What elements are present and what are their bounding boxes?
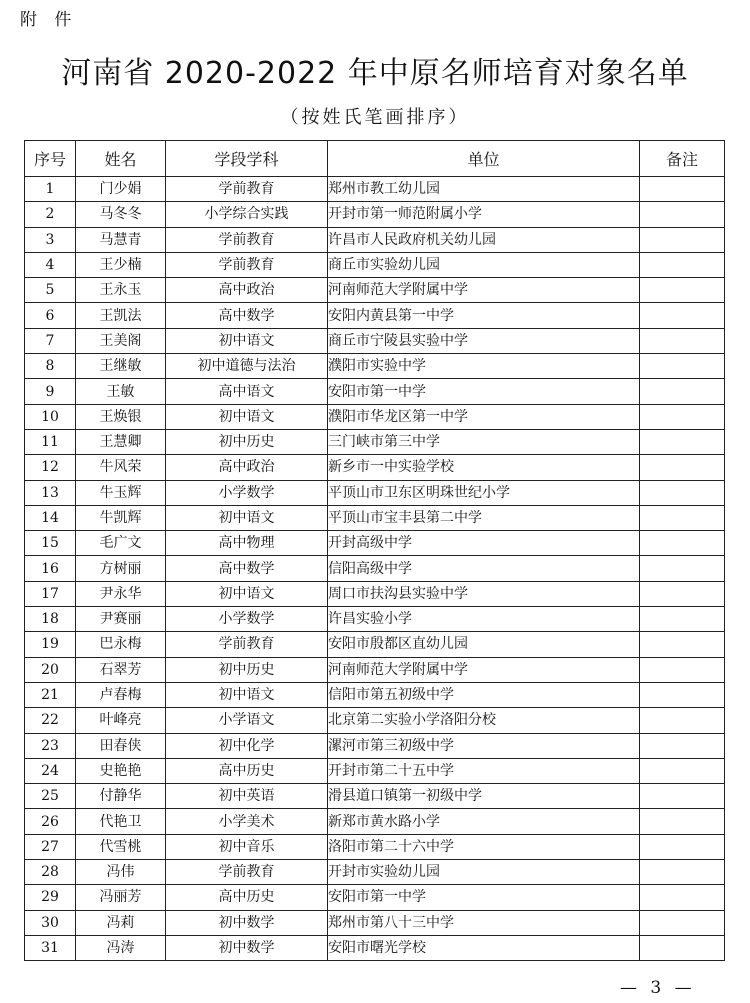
cell-note <box>640 227 725 252</box>
cell-name: 史艳艳 <box>76 758 166 783</box>
cell-subject: 初中语文 <box>166 682 328 707</box>
cell-unit: 北京第二实验小学洛阳分校 <box>328 708 640 733</box>
cell-name: 王继敏 <box>76 354 166 379</box>
table-row <box>25 455 725 480</box>
table-row <box>25 556 725 581</box>
cell-subject: 初中英语 <box>166 784 328 809</box>
cell-no: 9 <box>25 379 76 404</box>
cell-subject: 初中语文 <box>166 404 328 429</box>
cell-no: 12 <box>25 455 76 480</box>
cell-no: 25 <box>25 784 76 809</box>
cell-note <box>640 480 725 505</box>
cell-no: 26 <box>25 809 76 834</box>
cell-name: 王敏 <box>76 379 166 404</box>
table-row <box>25 328 725 353</box>
cell-note <box>640 834 725 859</box>
table-row <box>25 404 725 429</box>
cell-no: 1 <box>25 177 76 202</box>
cell-unit: 安阳市第一中学 <box>328 379 640 404</box>
cell-name: 尹赛丽 <box>76 607 166 632</box>
table-row <box>25 758 725 783</box>
cell-no: 4 <box>25 252 76 277</box>
cell-subject: 初中历史 <box>166 429 328 454</box>
cell-unit: 濮阳市华龙区第一中学 <box>328 404 640 429</box>
cell-unit: 商丘市实验幼儿园 <box>328 252 640 277</box>
cell-name: 王永玉 <box>76 278 166 303</box>
cell-no: 23 <box>25 733 76 758</box>
cell-no: 30 <box>25 910 76 935</box>
cell-no: 7 <box>25 328 76 353</box>
table-row <box>25 607 725 632</box>
cell-note <box>640 556 725 581</box>
header-name: 姓名 <box>76 141 166 177</box>
cell-note <box>640 252 725 277</box>
cell-subject: 高中物理 <box>166 531 328 556</box>
table-row <box>25 505 725 530</box>
table-row <box>25 480 725 505</box>
cell-name: 王凯法 <box>76 303 166 328</box>
page-number: — 3 — <box>620 978 696 998</box>
cell-note <box>640 505 725 530</box>
table-row <box>25 278 725 303</box>
cell-unit: 洛阳市第二十六中学 <box>328 834 640 859</box>
cell-name: 代雪桃 <box>76 834 166 859</box>
cell-subject: 小学数学 <box>166 480 328 505</box>
cell-name: 王少楠 <box>76 252 166 277</box>
table-row <box>25 657 725 682</box>
document-subtitle: （按姓氏笔画排序） <box>280 107 470 128</box>
cell-name: 冯莉 <box>76 910 166 935</box>
attachment-label: 附 件 <box>20 10 78 30</box>
cell-note <box>640 303 725 328</box>
cell-no: 5 <box>25 278 76 303</box>
cell-unit: 商丘市宁陵县实验中学 <box>328 328 640 353</box>
cell-subject: 小学综合实践 <box>166 202 328 227</box>
cell-unit: 河南师范大学附属中学 <box>328 657 640 682</box>
cell-note <box>640 177 725 202</box>
cell-subject: 高中政治 <box>166 278 328 303</box>
table-row <box>25 632 725 657</box>
cell-note <box>640 657 725 682</box>
table-row <box>25 910 725 935</box>
table-row <box>25 935 725 960</box>
cell-no: 19 <box>25 632 76 657</box>
cell-unit: 安阳市曙光学校 <box>328 935 640 960</box>
cell-note <box>640 885 725 910</box>
cell-note <box>640 455 725 480</box>
cell-name: 田春侠 <box>76 733 166 758</box>
cell-note <box>640 581 725 606</box>
cell-unit: 新郑市黄水路小学 <box>328 809 640 834</box>
cell-unit: 开封市第二十五中学 <box>328 758 640 783</box>
cell-note <box>640 328 725 353</box>
cell-name: 叶峰亮 <box>76 708 166 733</box>
cell-subject: 学前教育 <box>166 177 328 202</box>
cell-subject: 学前教育 <box>166 252 328 277</box>
cell-note <box>640 860 725 885</box>
cell-unit: 安阳市第一中学 <box>328 885 640 910</box>
cell-no: 2 <box>25 202 76 227</box>
cell-unit: 平顶山市宝丰县第二中学 <box>328 505 640 530</box>
cell-name: 王美阁 <box>76 328 166 353</box>
table-header-row <box>25 141 725 177</box>
cell-subject: 初中化学 <box>166 733 328 758</box>
cell-unit: 滑县道口镇第一初级中学 <box>328 784 640 809</box>
cell-no: 22 <box>25 708 76 733</box>
table-row <box>25 809 725 834</box>
cell-no: 21 <box>25 682 76 707</box>
cell-note <box>640 733 725 758</box>
cell-name: 冯涛 <box>76 935 166 960</box>
cell-name: 王焕银 <box>76 404 166 429</box>
cell-unit: 郑州市第八十三中学 <box>328 910 640 935</box>
cell-note <box>640 784 725 809</box>
cell-note <box>640 758 725 783</box>
cell-unit: 许昌市人民政府机关幼儿园 <box>328 227 640 252</box>
cell-name: 代艳卫 <box>76 809 166 834</box>
cell-unit: 濮阳市实验中学 <box>328 354 640 379</box>
cell-unit: 三门峡市第三中学 <box>328 429 640 454</box>
cell-name: 尹永华 <box>76 581 166 606</box>
cell-no: 16 <box>25 556 76 581</box>
table-row <box>25 379 725 404</box>
table-row <box>25 860 725 885</box>
cell-subject: 初中数学 <box>166 910 328 935</box>
table-row <box>25 885 725 910</box>
cell-unit: 郑州市教工幼儿园 <box>328 177 640 202</box>
cell-subject: 学前教育 <box>166 632 328 657</box>
cell-note <box>640 935 725 960</box>
cell-name: 马冬冬 <box>76 202 166 227</box>
cell-no: 3 <box>25 227 76 252</box>
cell-unit: 安阳市殷都区直幼儿园 <box>328 632 640 657</box>
table-row <box>25 177 725 202</box>
cell-name: 马慧青 <box>76 227 166 252</box>
cell-name: 卢春梅 <box>76 682 166 707</box>
cell-unit: 周口市扶沟县实验中学 <box>328 581 640 606</box>
cell-no: 27 <box>25 834 76 859</box>
cell-note <box>640 809 725 834</box>
cell-no: 11 <box>25 429 76 454</box>
header-unit: 单位 <box>328 141 640 177</box>
cell-name: 牛玉辉 <box>76 480 166 505</box>
cell-note <box>640 429 725 454</box>
header-subject: 学段学科 <box>166 141 328 177</box>
cell-name: 方树丽 <box>76 556 166 581</box>
cell-no: 28 <box>25 860 76 885</box>
cell-note <box>640 531 725 556</box>
roster-table <box>24 140 725 961</box>
cell-subject: 高中数学 <box>166 556 328 581</box>
cell-no: 8 <box>25 354 76 379</box>
cell-unit: 开封高级中学 <box>328 531 640 556</box>
cell-no: 18 <box>25 607 76 632</box>
cell-no: 20 <box>25 657 76 682</box>
cell-note <box>640 379 725 404</box>
cell-name: 门少娟 <box>76 177 166 202</box>
cell-note <box>640 910 725 935</box>
table-row <box>25 581 725 606</box>
cell-no: 6 <box>25 303 76 328</box>
cell-unit: 安阳内黄县第一中学 <box>328 303 640 328</box>
table-row <box>25 784 725 809</box>
table-row <box>25 708 725 733</box>
cell-subject: 高中历史 <box>166 758 328 783</box>
cell-subject: 学前教育 <box>166 860 328 885</box>
cell-name: 毛广文 <box>76 531 166 556</box>
table-row <box>25 429 725 454</box>
cell-subject: 初中道德与法治 <box>166 354 328 379</box>
cell-name: 付静华 <box>76 784 166 809</box>
cell-no: 14 <box>25 505 76 530</box>
cell-name: 冯丽芳 <box>76 885 166 910</box>
cell-name: 冯伟 <box>76 860 166 885</box>
cell-subject: 初中历史 <box>166 657 328 682</box>
cell-unit: 平顶山市卫东区明珠世纪小学 <box>328 480 640 505</box>
cell-name: 王慧卿 <box>76 429 166 454</box>
cell-no: 17 <box>25 581 76 606</box>
cell-no: 24 <box>25 758 76 783</box>
cell-no: 29 <box>25 885 76 910</box>
cell-unit: 河南师范大学附属中学 <box>328 278 640 303</box>
document-title: 河南省 2020-2022 年中原名师培育对象名单 <box>61 56 689 91</box>
cell-name: 牛风荣 <box>76 455 166 480</box>
cell-unit: 开封市第一师范附属小学 <box>328 202 640 227</box>
cell-subject: 小学语文 <box>166 708 328 733</box>
cell-subject: 初中音乐 <box>166 834 328 859</box>
cell-no: 31 <box>25 935 76 960</box>
table-row <box>25 227 725 252</box>
cell-note <box>640 354 725 379</box>
cell-unit: 许昌实验小学 <box>328 607 640 632</box>
cell-note <box>640 607 725 632</box>
header-no: 序号 <box>25 141 76 177</box>
table-row <box>25 682 725 707</box>
cell-no: 10 <box>25 404 76 429</box>
cell-note <box>640 278 725 303</box>
cell-subject: 初中语文 <box>166 505 328 530</box>
cell-unit: 开封市实验幼儿园 <box>328 860 640 885</box>
cell-note <box>640 682 725 707</box>
cell-note <box>640 202 725 227</box>
table-row <box>25 354 725 379</box>
cell-subject: 高中政治 <box>166 455 328 480</box>
table-body <box>25 177 725 961</box>
cell-subject: 小学美术 <box>166 809 328 834</box>
cell-subject: 初中数学 <box>166 935 328 960</box>
cell-subject: 初中语文 <box>166 581 328 606</box>
cell-subject: 初中语文 <box>166 328 328 353</box>
cell-unit: 漯河市第三初级中学 <box>328 733 640 758</box>
cell-name: 巴永梅 <box>76 632 166 657</box>
cell-subject: 高中历史 <box>166 885 328 910</box>
cell-subject: 小学数学 <box>166 607 328 632</box>
table-row <box>25 733 725 758</box>
cell-note <box>640 404 725 429</box>
table-row <box>25 303 725 328</box>
cell-subject: 学前教育 <box>166 227 328 252</box>
cell-unit: 信阳高级中学 <box>328 556 640 581</box>
cell-note <box>640 632 725 657</box>
cell-subject: 高中语文 <box>166 379 328 404</box>
table-row <box>25 531 725 556</box>
cell-name: 牛凯辉 <box>76 505 166 530</box>
cell-name: 石翠芳 <box>76 657 166 682</box>
table-row <box>25 202 725 227</box>
cell-note <box>640 708 725 733</box>
cell-no: 15 <box>25 531 76 556</box>
cell-subject: 高中数学 <box>166 303 328 328</box>
cell-no: 13 <box>25 480 76 505</box>
table-row <box>25 834 725 859</box>
cell-unit: 新乡市一中实验学校 <box>328 455 640 480</box>
header-note: 备注 <box>640 141 725 177</box>
cell-unit: 信阳市第五初级中学 <box>328 682 640 707</box>
table-row <box>25 252 725 277</box>
